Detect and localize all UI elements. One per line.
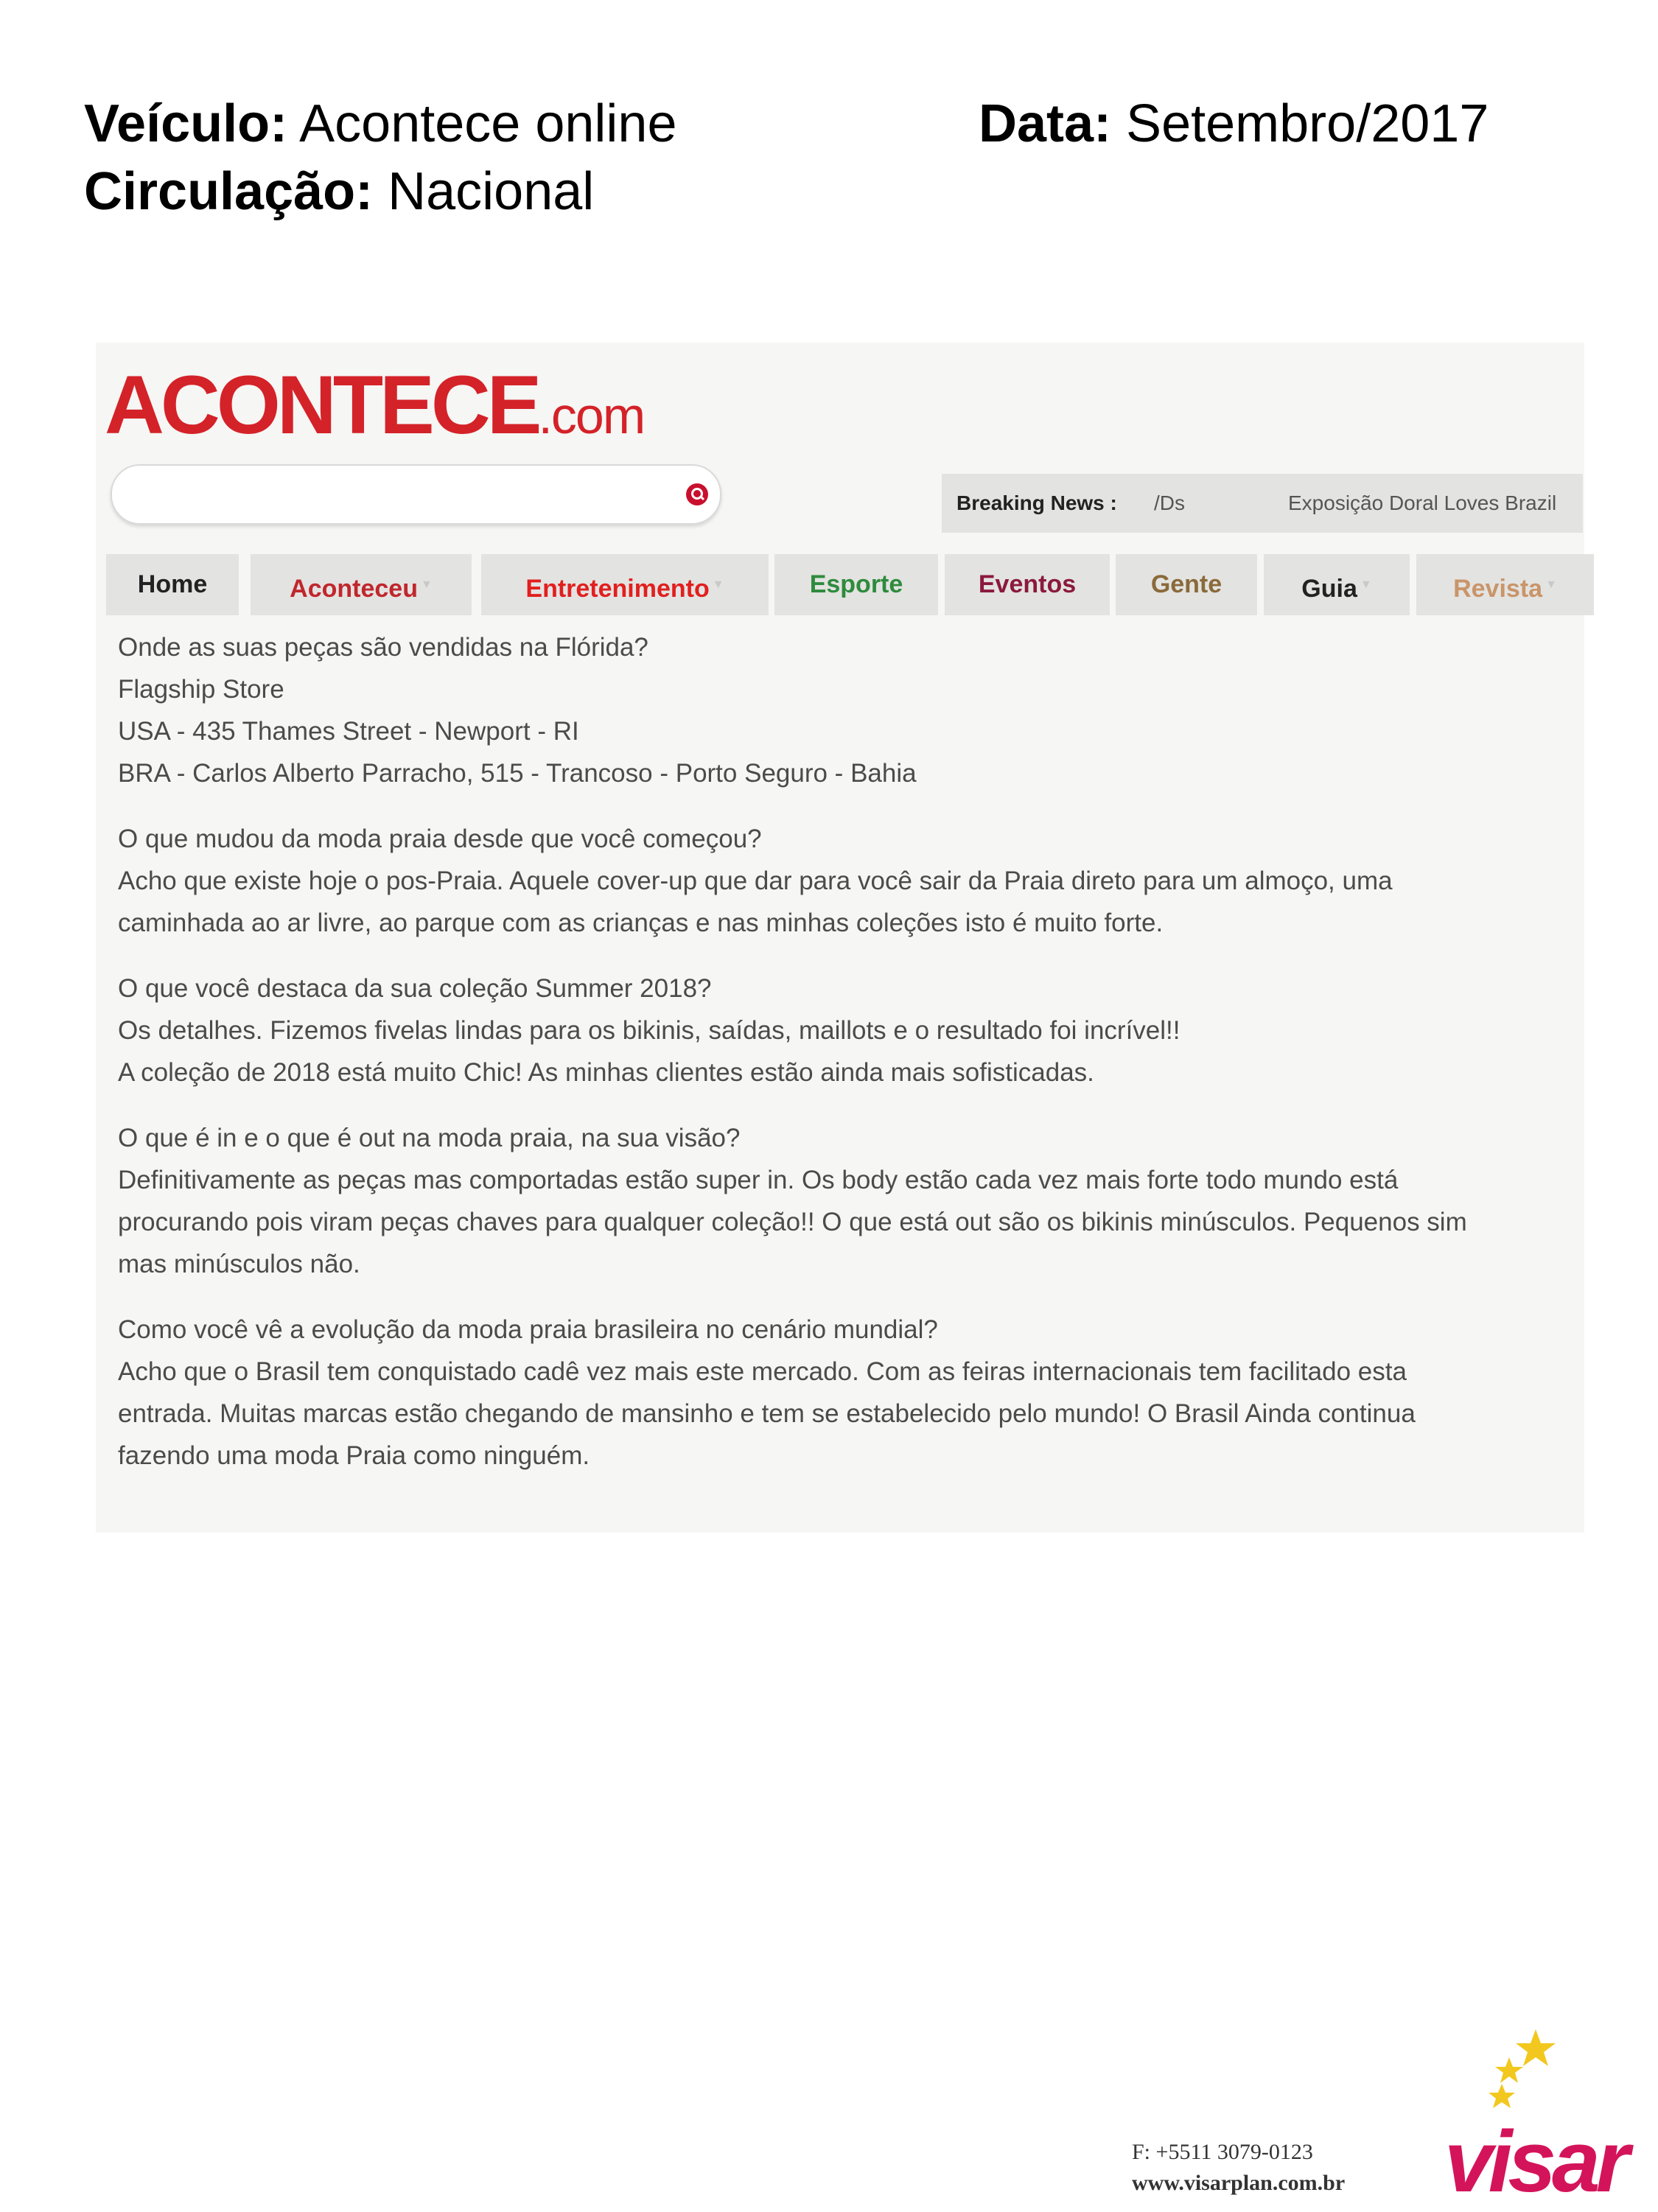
footer-contact xyxy=(1132,2137,1345,2199)
visar-logo-text: visar xyxy=(1444,2113,1626,2211)
nav-tab-eventos[interactable] xyxy=(945,554,1110,615)
search-input[interactable] xyxy=(134,477,653,511)
chevron-down-icon: ▼ xyxy=(1360,578,1372,591)
site-logo[interactable] xyxy=(105,357,644,452)
site-logo-domain: .com xyxy=(538,387,645,444)
nav-tab-gente[interactable] xyxy=(1116,554,1257,615)
article-question: O que você destaca da sua coleção Summer 2018? xyxy=(118,974,712,1003)
circulacao-value: Nacional xyxy=(373,162,595,221)
site-logo-main: ACONTECE xyxy=(105,359,539,451)
search-icon[interactable] xyxy=(686,483,708,505)
search-box xyxy=(111,464,721,525)
star-icon xyxy=(1516,2029,1556,2066)
nav-tab-label: Gente xyxy=(1150,570,1222,598)
breaking-news-item[interactable]: Exposição Doral Loves Brazil xyxy=(1288,491,1557,514)
article-paragraph xyxy=(118,1309,1577,1477)
meta-veiculo xyxy=(84,94,677,153)
nav-tab-label: Entretenimento xyxy=(525,575,710,603)
article-line: caminhada ao ar livre, ao parque com as crianças e nas minhas coleções isto é muito forte. xyxy=(118,909,1164,937)
article-line: Flagship Store xyxy=(118,675,284,704)
article-paragraph xyxy=(118,626,1577,794)
article-line: fazendo uma moda Praia como ninguém. xyxy=(118,1441,590,1470)
article-line: Os detalhes. Fizemos fivelas lindas para os bikinis, saídas, maillots e o resultado foi incrível!! xyxy=(118,1016,1180,1045)
star-icon xyxy=(1495,2057,1523,2083)
article-question: O que é in e o que é out na moda praia, na sua visão? xyxy=(118,1124,741,1152)
breaking-news-bar xyxy=(942,474,1583,533)
meta-data xyxy=(979,94,1489,153)
veiculo-value: Acontece online xyxy=(287,94,677,153)
article-body xyxy=(118,626,1577,1500)
nav-tab-esporte[interactable] xyxy=(774,554,938,615)
veiculo-label: Veículo: xyxy=(84,94,288,153)
article-question: O que mudou da moda praia desde que você começou? xyxy=(118,825,762,853)
chevron-down-icon: ▼ xyxy=(712,578,724,591)
breaking-news-label: Breaking News : xyxy=(956,491,1117,514)
nav-tab-label: Esporte xyxy=(809,570,903,598)
article-paragraph xyxy=(118,818,1577,944)
breaking-news-item[interactable]: /Ds xyxy=(1154,491,1185,514)
article-line: Acho que o Brasil tem conquistado cadê vez mais este mercado. Com as feiras internacionais tem facilitado esta xyxy=(118,1357,1407,1386)
footer-website[interactable]: www.visarplan.com.br xyxy=(1132,2171,1346,2195)
chevron-down-icon: ▼ xyxy=(1545,578,1557,591)
meta-circulacao xyxy=(84,162,595,221)
article-line: USA - 435 Thames Street - Newport - RI xyxy=(118,717,579,746)
chevron-down-icon: ▼ xyxy=(420,578,433,591)
nav-tab-revista[interactable] xyxy=(1416,554,1594,615)
nav-tab-label: Guia xyxy=(1301,575,1357,603)
nav-tab-label: Aconteceu xyxy=(290,575,418,603)
star-icon xyxy=(1489,2084,1515,2108)
article-line: mas minúsculos não. xyxy=(118,1250,360,1278)
nav-tab-entretenimento[interactable] xyxy=(481,554,769,615)
circulacao-label: Circulação: xyxy=(84,162,374,221)
article-line: BRA - Carlos Alberto Parracho, 515 - Trancoso - Porto Seguro - Bahia xyxy=(118,759,917,788)
visar-logo xyxy=(1444,2019,1636,2211)
website-screenshot xyxy=(96,343,1584,1533)
article-question: Onde as suas peças são vendidas na Flórida? xyxy=(118,633,648,662)
stars-icon xyxy=(1444,2019,1636,2122)
nav-tab-home[interactable] xyxy=(106,554,239,615)
nav-tab-guia[interactable] xyxy=(1264,554,1410,615)
article-line: procurando pois viram peças chaves para qualquer coleção!! O que está out são os bikinis minúsculos. Pequenos sim xyxy=(118,1208,1467,1236)
article-line: Acho que existe hoje o pos-Praia. Aquele cover-up que dar para você sair da Praia direto para um almoço, uma xyxy=(118,867,1393,895)
article-question: Como você vê a evolução da moda praia brasileira no cenário mundial? xyxy=(118,1315,938,1344)
article-paragraph xyxy=(118,967,1577,1093)
nav-tab-label: Revista xyxy=(1453,575,1543,603)
nav-tab-aconteceu[interactable] xyxy=(251,554,472,615)
footer-phone: F: +5511 3079-0123 xyxy=(1132,2140,1313,2164)
data-label: Data: xyxy=(979,94,1112,153)
article-paragraph xyxy=(118,1117,1577,1285)
nav-tab-label: Home xyxy=(137,570,208,598)
article-line: entrada. Muitas marcas estão chegando de mansinho e tem se estabelecido pelo mundo! O Brasil Ainda continua xyxy=(118,1399,1416,1428)
data-value: Setembro/2017 xyxy=(1111,94,1489,153)
nav-tab-label: Eventos xyxy=(978,570,1077,598)
article-line: A coleção de 2018 está muito Chic! As minhas clientes estão ainda mais sofisticadas. xyxy=(118,1058,1094,1087)
article-line: Definitivamente as peças mas comportadas estão super in. Os body estão cada vez mais forte todo mundo está xyxy=(118,1166,1399,1194)
